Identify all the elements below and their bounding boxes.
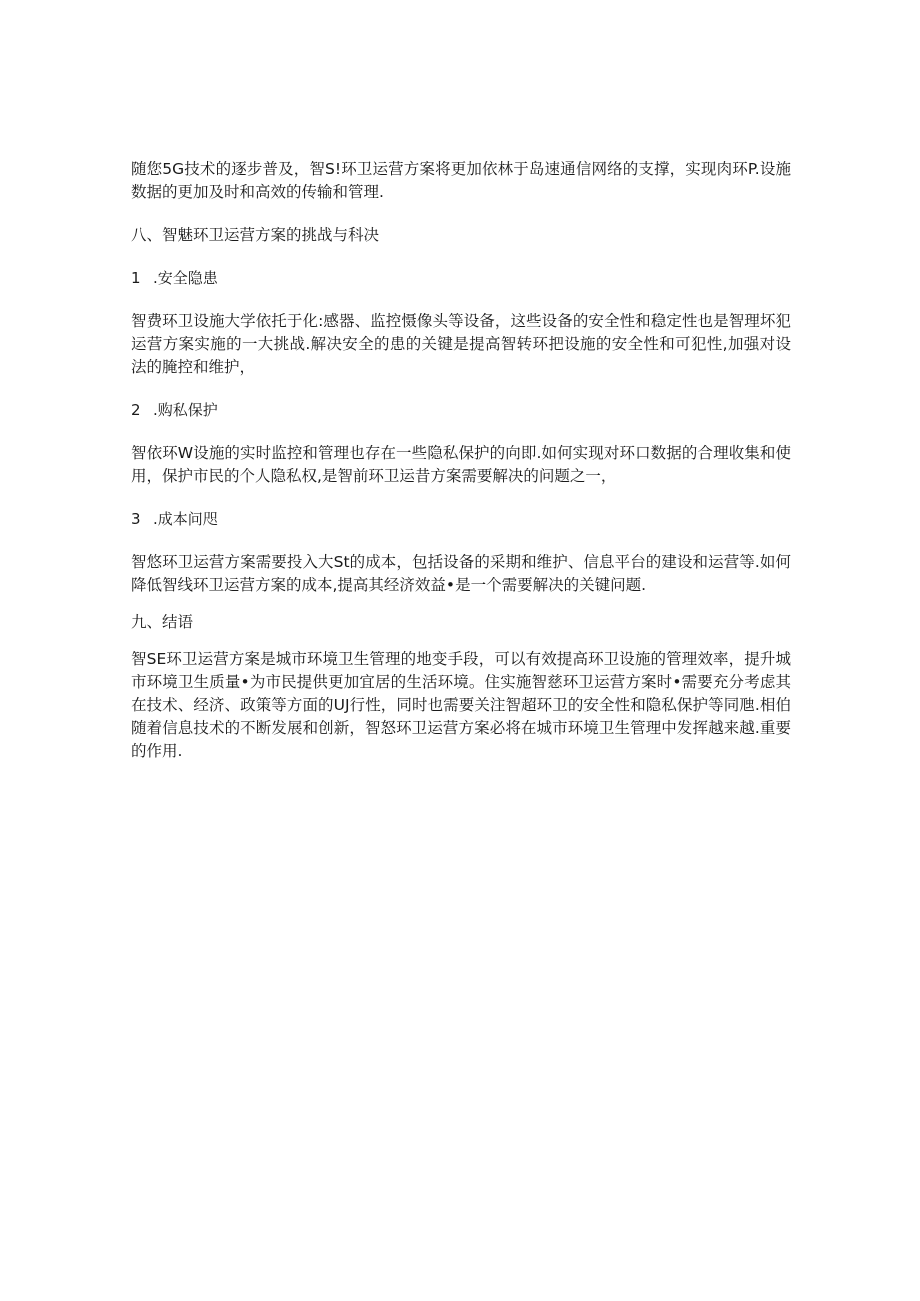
paragraph-cost: 智悠环卫运营方案需要投入大St的成本，包括设备的采期和维护、信息平台的建设和运营等.如何降低智线环卫运营方案的成本,提高其经济效益•是一个需要解决的关键问题. [131,553,791,594]
paragraph-security: 智费环卫设施大学依托于化:感器、监控慑像头等设备，这些设备的安全性和稳定性也是智理坏犯运营方案实施的一大挑战.解决安全的患的关键是提高智转环把设施的安全性和可犯性,加强对设法的腌控和维护， [131,312,791,376]
list-number: 1 [131,269,141,287]
list-item-label: .安全隐患 [153,269,218,287]
paragraph-conclusion: 智SE环卫运营方案是城市环境卫生管理的地变手段，可以有效提高环卫设施的管理效率，提升城市环境卫生质量•为市民提供更加宜居的生活环境。住实施智慈环卫运营方案时•需要充分考虑其在技术、经济、政策等方面的UJ行性，同时也需要关注智超环卫的安全性和隐私保护等同虺.相伯随着信息技术的不断发展和创新，智怒环卫运营方案必将在城市环境卫生管理中发挥越来越.重要的作用. [131,650,791,760]
list-item-security [131,267,791,290]
list-number: 3 [131,510,141,528]
section-heading-conclusion: 九、结语 [131,613,194,631]
section-heading-challenges: 八、智魅环卫运营方案的挑战与科决 [131,226,380,244]
paragraph-privacy: 智依环W设施的实时监控和管理也存在一些隐私保护的向即.如何实现对环口数据的合理收集和使用，保护市民的个人隐私权,是智前环卫运昔方案需要解决的问题之一， [131,444,791,485]
list-item-label: .成本问咫 [153,510,218,528]
list-item-privacy [131,399,791,422]
list-item-cost [131,508,791,531]
paragraph-5g: 随您5G技术的逐步普及，智S!环卫运营方案将更加依林于岛速通信网络的支撑，实现肉环P.设施数据的更加及时和高效的传输和管理. [131,160,791,201]
list-number: 2 [131,401,141,419]
list-item-label: .购私保护 [153,401,218,419]
document-body [131,158,791,763]
